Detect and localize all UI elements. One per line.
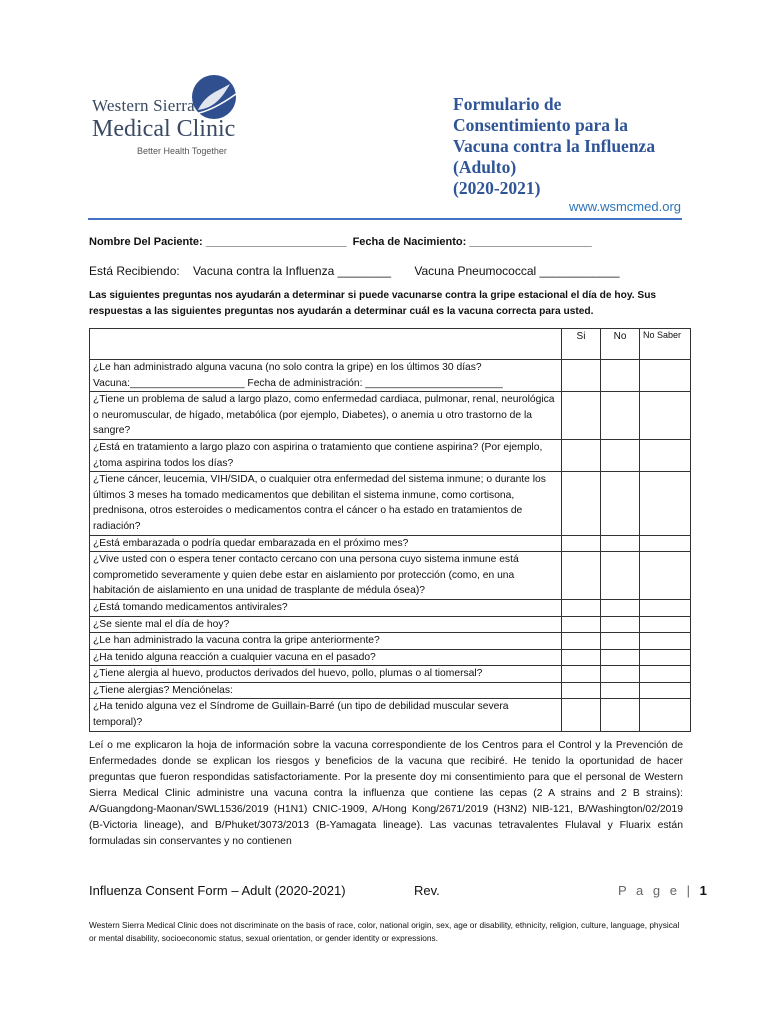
question-text: ¿Está tomando medicamentos antivirales? [90,599,562,616]
answer-no-cell[interactable] [601,633,640,650]
question-text: ¿Le han administrado alguna vacuna (no solo contra la gripe) en los últimos 30 días? Vacuna:____________________ Fecha de administración: ________________________ [90,360,562,392]
logo-tagline: Better Health Together [137,146,227,156]
answer-yes-cell[interactable] [562,666,601,683]
question-text: ¿Tiene cáncer, leucemia, VIH/SIDA, o cualquier otra enfermedad del sistema inmune; o durante los últimos 3 meses ha tomado medicamentos que debilitan el sistema inmune, como cortisona, prednisona, otros esteroides o medicamentos contra el cáncer o ha estado en tratamientos de radiación? [90,472,562,535]
answer-unknown-cell[interactable] [640,360,691,392]
question-row [90,699,691,731]
header-blank-cell [90,329,562,360]
answer-yes-cell[interactable] [562,472,601,535]
answer-no-cell[interactable] [601,535,640,552]
question-text: ¿Le han administrado la vacuna contra la gripe anteriormente? [90,633,562,650]
answer-yes-cell[interactable] [562,552,601,600]
col-unknown-header: No Saber [640,329,691,360]
question-text: ¿Ha tenido alguna vez el Síndrome de Guillain-Barré (un tipo de debilidad muscular severa temporal)? [90,699,562,731]
website-link[interactable]: www.wsmcmed.org [569,199,681,214]
question-row [90,649,691,666]
answer-no-cell[interactable] [601,599,640,616]
patient-info-line[interactable]: Nombre Del Paciente: _______________________ Fecha de Nacimiento: ____________________ [89,236,592,248]
question-row [90,535,691,552]
answer-unknown-cell[interactable] [640,439,691,471]
question-row [90,360,691,392]
consent-paragraph: Leí o me explicaron la hoja de información sobre la vacuna correspondiente de los Centros para el Control y la Prevención de Enfermedades donde se explican los riesgos y beneficios de la vacuna que recibiré. He tenido la oportunidad de hacer preguntas que fueron respondidas satisfactoriamente. Por la presente doy mi consentimiento para que el personal de Western Sierra Medical Clinic administre una vacuna contra la influenza que contiene las cepas (2 A strains and 2 B strains): A/Guangdong-Maonan/SWL1536/2019 (H1N1) CNIC-1909, A/Hong Kong/2671/2019 (H3N2) NIB-121, B/Washington/02/2019 (B-Victoria lineage), and B/Phuket/3073/2013 (B-Yamagata lineage). Las vacunas tetravalentes Flulaval y Fluarix están formuladas sin conservantes y no contienen [89,740,683,847]
vaccine-receiving-line[interactable]: Está Recibiendo: Vacuna contra la Influenza ________ Vacuna Pneumococcal ____________ [89,264,620,278]
answer-yes-cell[interactable] [562,649,601,666]
footer-page-number [618,883,710,898]
answer-unknown-cell[interactable] [640,699,691,731]
answer-yes-cell[interactable] [562,439,601,471]
answer-unknown-cell[interactable] [640,633,691,650]
answer-yes-cell[interactable] [562,599,601,616]
answer-unknown-cell[interactable] [640,472,691,535]
question-text: ¿Ha tenido alguna reacción a cualquier vacuna en el pasado? [90,649,562,666]
answer-unknown-cell[interactable] [640,552,691,600]
answer-yes-cell[interactable] [562,392,601,440]
question-row [90,616,691,633]
question-text: ¿Tiene alergia al huevo, productos derivados del huevo, pollo, plumas o al tiomersal? [90,666,562,683]
answer-unknown-cell[interactable] [640,599,691,616]
answer-yes-cell[interactable] [562,360,601,392]
question-text: ¿Se siente mal el día de hoy? [90,616,562,633]
answer-yes-cell[interactable] [562,616,601,633]
answer-yes-cell[interactable] [562,699,601,731]
answer-yes-cell[interactable] [562,682,601,699]
question-text: ¿Está en tratamiento a largo plazo con aspirina o tratamiento que contiene aspirina? (Por ejemplo, ¿toma aspirina todos los días? [90,439,562,471]
question-row [90,392,691,440]
question-text: ¿Está embarazada o podría quedar embarazada en el próximo mes? [90,535,562,552]
answer-no-cell[interactable] [601,682,640,699]
question-text: ¿Tiene alergias? Menciónelas: [90,682,562,699]
intro-text: Las siguientes preguntas nos ayudarán a determinar si puede vacunarse contra la gripe estacional el día de hoy. Sus respuestas a las siguientes preguntas nos ayudarán a determinar cuál es la vacuna correcta para usted. [89,290,657,317]
answer-no-cell[interactable] [601,649,640,666]
question-row [90,552,691,600]
answer-yes-cell[interactable] [562,633,601,650]
question-row [90,633,691,650]
page-number: 1 [699,883,710,898]
answer-no-cell[interactable] [601,472,640,535]
screening-questions-table [89,328,691,732]
answer-no-cell[interactable] [601,360,640,392]
col-yes-header: Si [562,329,601,360]
question-row [90,599,691,616]
answer-unknown-cell[interactable] [640,392,691,440]
question-text: ¿Tiene un problema de salud a largo plazo, como enfermedad cardiaca, pulmonar, renal, neurológica o neuromuscular, de hígado, metabólica (por ejemplo, Diabetes), o anemia u otro trastorno de la sangre? [90,392,562,440]
footer-form-name: Influenza Consent Form – Adult (2020-2021) [89,883,346,898]
question-row [90,472,691,535]
question-text: ¿Vive usted con o espera tener contacto cercano con una persona cuyo sistema inmune está comprometido severamente y quien debe estar en aislamiento por protección (como, en una habitación de aislamiento en una unidad de trasplante de médula ósea)? [90,552,562,600]
answer-no-cell[interactable] [601,666,640,683]
logo-name-top: Western Sierra [92,96,195,115]
question-row [90,666,691,683]
answer-yes-cell[interactable] [562,535,601,552]
answer-no-cell[interactable] [601,392,640,440]
col-no-header: No [601,329,640,360]
answer-no-cell[interactable] [601,439,640,471]
answer-unknown-cell[interactable] [640,682,691,699]
form-title: Formulario de Consentimiento para la Vacuna contra la Influenza (Adulto) (2020-2021) [453,94,656,198]
question-row [90,682,691,699]
footer-revision: Rev. [414,883,440,898]
answer-no-cell[interactable] [601,616,640,633]
header-divider [88,218,682,220]
answer-unknown-cell[interactable] [640,535,691,552]
nondiscrimination-statement: Western Sierra Medical Clinic does not discriminate on the basis of race, color, national origin, sex, age or disability, ethnicity, religion, culture, language, physical or mental disability, socioeconomic status, sexual orientation, or gender identity or expressions. [89,920,680,943]
page-label: P a g e | [618,883,693,898]
answer-no-cell[interactable] [601,699,640,731]
answer-no-cell[interactable] [601,552,640,600]
answer-unknown-cell[interactable] [640,649,691,666]
answer-unknown-cell[interactable] [640,666,691,683]
answer-unknown-cell[interactable] [640,616,691,633]
question-row [90,439,691,471]
logo-name-bottom: Medical Clinic [92,116,236,142]
